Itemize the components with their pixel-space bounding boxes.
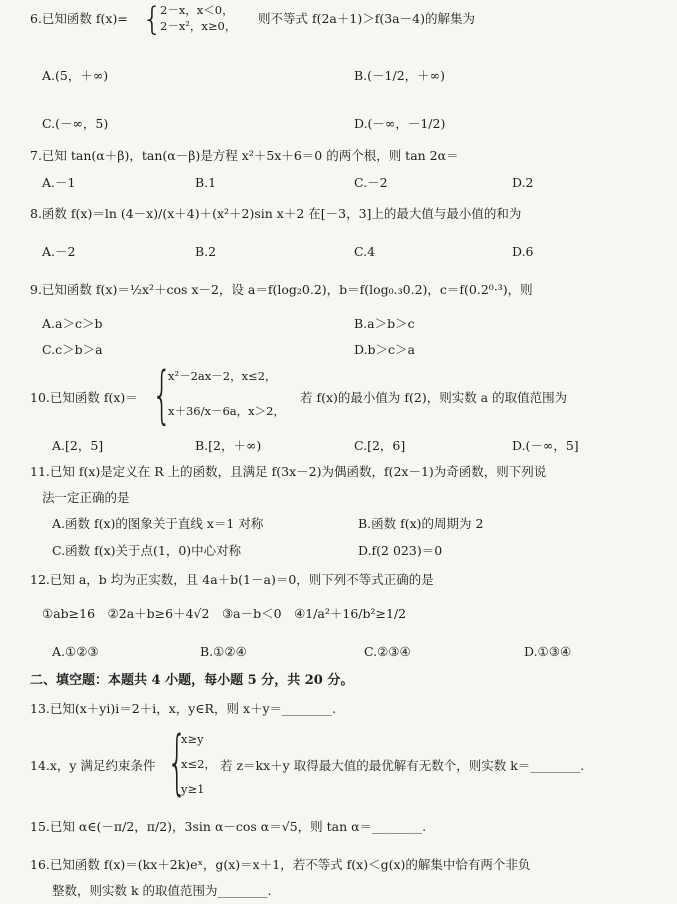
q12-option-a: A.①②③	[52, 644, 99, 659]
q7-stem: 7.已知 tan(α＋β)，tan(α－β)是方程 x²＋5x＋6＝0 的两个根，则 tan 2α＝	[30, 148, 459, 163]
q6-option-b: B.(－1/2，＋∞)	[354, 68, 445, 83]
q14-brace: {	[167, 721, 188, 803]
q7-option-a: A.－1	[42, 175, 76, 190]
q14-constraint2: x≤2，	[181, 757, 216, 771]
q6-brace: {	[142, 0, 163, 38]
q12-stem: 12.已知 a，b 均为正实数，且 4a＋b(1－a)＝0，则下列不等式正确的是	[30, 572, 434, 587]
q9-option-c: C.c＞b＞a	[42, 342, 103, 357]
q11-stem-line2: 法一定正确的是	[42, 490, 130, 505]
q14-stem-suffix: 若 z＝kx＋y 取得最大值的最优解有无数个，则实数 k＝________.	[220, 758, 585, 773]
q9-option-b: B.a＞b＞c	[354, 316, 415, 331]
q10-case2: x＋36/x－6a，x＞2，	[168, 404, 285, 418]
q12-statements: ①ab≥16 ②2a＋b≥6＋4√2 ③a－b＜0 ④1/a²＋16/b²≥1/2	[42, 606, 407, 621]
q10-stem-suffix: 若 f(x)的最小值为 f(2)，则实数 a 的取值范围为	[300, 390, 568, 405]
q6-case1: 2－x，x＜0，	[160, 3, 234, 17]
q7-option-c: C.－2	[354, 175, 388, 190]
q8-option-b: B.2	[195, 244, 217, 259]
q10-case1: x²－2ax－2，x≤2，	[168, 369, 277, 383]
q6-option-c: C.(－∞，5)	[42, 116, 109, 131]
q14-constraint3: y≥1	[181, 782, 205, 796]
q6-case2: 2－x²，x≥0，	[160, 19, 237, 33]
q9-option-a: A.a＞c＞b	[42, 316, 103, 331]
q14-stem-prefix: 14.x，y 满足约束条件	[30, 758, 156, 773]
q8-option-a: A.－2	[42, 244, 76, 259]
q8-stem: 8.函数 f(x)＝ln (4－x)/(x＋4)＋(x²＋2)sin x＋2 在[－3，3]上的最大值与最小值的和为	[30, 206, 522, 221]
q6-stem-suffix: 则不等式 f(2a＋1)＞f(3a－4)的解集为	[258, 11, 475, 26]
q8-option-c: C.4	[354, 244, 376, 259]
q9-option-d: D.b＞c＞a	[354, 342, 416, 357]
q6-option-a: A.(5，＋∞)	[42, 68, 109, 83]
q13-stem: 13.已知(x＋yi)i＝2＋i，x，y∈R，则 x＋y＝________.	[30, 701, 337, 716]
q10-option-a: A.[2，5]	[52, 438, 104, 453]
q11-option-d: D.f(2 023)＝0	[358, 543, 443, 558]
q8-option-d: D.6	[512, 244, 534, 259]
q10-option-c: C.[2，6]	[354, 438, 406, 453]
section-heading-fill-in: 二、填空题：本题共 4 小题，每小题 5 分，共 20 分。	[30, 673, 354, 688]
q10-brace: {	[152, 358, 172, 431]
q11-option-a: A.函数 f(x)的图象关于直线 x＝1 对称	[52, 516, 264, 531]
q16-stem-line2: 整数，则实数 k 的取值范围为________.	[52, 883, 272, 898]
q6-option-d: D.(－∞，－1/2)	[354, 116, 446, 131]
q14-constraint1: x≥y	[181, 732, 204, 746]
q15-stem: 15.已知 α∈(－π/2，π/2)，3sin α－cos α＝√5，则 tan α＝________.	[30, 819, 427, 834]
q12-option-d: D.①③④	[524, 644, 572, 659]
q16-stem-line1: 16.已知函数 f(x)＝(kx＋2k)eˣ，g(x)＝x＋1，若不等式 f(x)＜g(x)的解集中恰有两个非负	[30, 857, 531, 872]
q7-option-d: D.2	[512, 175, 534, 190]
q12-option-c: C.②③④	[364, 644, 411, 659]
q7-option-b: B.1	[195, 175, 217, 190]
q12-option-b: B.①②④	[200, 644, 247, 659]
q6-stem-prefix: 6.已知函数 f(x)=	[30, 11, 128, 26]
q11-option-b: B.函数 f(x)的周期为 2	[358, 516, 484, 531]
q9-stem: 9.已知函数 f(x)＝½x²＋cos x－2，设 a＝f(log₂0.2)，b＝f(log₀.₃0.2)，c＝f(0.2⁰·³)，则	[30, 282, 533, 297]
q11-option-c: C.函数 f(x)关于点(1，0)中心对称	[52, 543, 242, 558]
q10-stem-prefix: 10.已知函数 f(x)＝	[30, 390, 138, 405]
q10-option-b: B.[2，＋∞)	[195, 438, 262, 453]
q10-option-d: D.(－∞，5]	[512, 438, 579, 453]
q11-stem-line1: 11.已知 f(x)是定义在 R 上的函数，且满足 f(3x－2)为偶函数，f(2x－1)为奇函数，则下列说	[30, 464, 547, 479]
